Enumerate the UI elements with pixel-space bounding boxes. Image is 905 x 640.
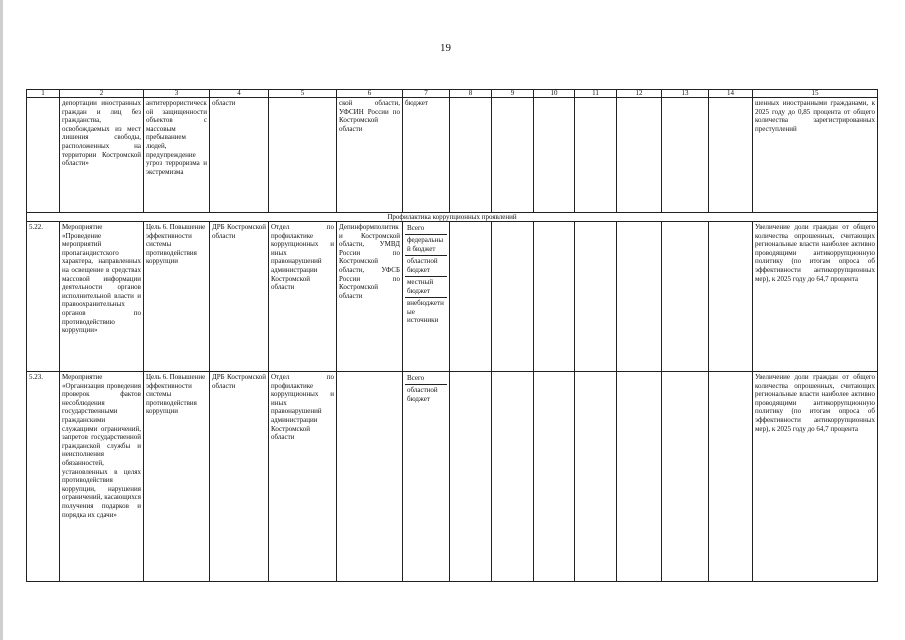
empty-cell: [662, 98, 709, 213]
column-number: 10: [534, 90, 575, 98]
section-row: [27, 213, 878, 222]
continued-row: [27, 98, 878, 213]
column-number: 8: [450, 90, 492, 98]
empty-cell: [617, 222, 662, 372]
goal-cell: Цель 6. Повышение эффективности системы противодействия коррупции: [144, 222, 210, 372]
column-number: 14: [709, 90, 753, 98]
column-number: 3: [144, 90, 210, 98]
empty-cell: [662, 222, 709, 372]
result-cell: Увеличение доли граждан от общего количества опрошенных, считающих региональные власти наиболее активно проводящими антикоррупционную политику (по итогам опроса об эффективности антикоррупционных мер), к 2025 году до 64,7 процента: [753, 372, 878, 582]
funding-regional: областной бюджет: [407, 386, 438, 403]
row-number: 5.23.: [27, 372, 60, 582]
funding-regional: областной бюджет: [405, 256, 447, 277]
section-title: Профилактика коррупционных проявлений: [27, 213, 878, 222]
empty-cell: [709, 372, 753, 582]
program-table: [26, 89, 878, 582]
goal-cell: антитеррористической защищенности объектов с массовым пребыванием людей, предупреждение угроз терроризма и экстремизма: [144, 98, 210, 213]
row-number: 5.22.: [27, 222, 60, 372]
executor-cell: Отдел по профилактике коррупционных и иных правонарушений администрации Костромской области: [269, 222, 337, 372]
table-row-5-22: [27, 222, 878, 372]
row-number: [27, 98, 60, 213]
funding-total: Всего: [405, 373, 447, 385]
empty-cell: [617, 98, 662, 213]
responsible-cell: области: [210, 98, 269, 213]
column-number: 1: [27, 90, 60, 98]
executor-cell: [269, 98, 337, 213]
goal-cell: Цель 6. Повышение эффективности системы противодействия коррупции: [144, 372, 210, 582]
funding-sources: [403, 222, 450, 372]
measure-cell: Мероприятие «Организация проведения проверок фактов несоблюдения государственными гражданскими служащими ограничений, запретов государственной гражданской службы и неисполнения обязанностей, установленных в целях противодействия коррупции, нарушения ограничений, касающихся получения подарков и порядка их сдачи»: [60, 372, 144, 582]
executor-cell: Отдел по профилактике коррупционных и иных правонарушений администрации Костромской области: [269, 372, 337, 582]
empty-cell: [534, 98, 575, 213]
empty-cell: [575, 98, 617, 213]
column-number: 13: [662, 90, 709, 98]
empty-cell: [534, 372, 575, 582]
page-number: 19: [440, 42, 451, 54]
result-cell: Увеличение доли граждан от общего количества опрошенных, считающих региональные власти наиболее активно проводящими антикоррупционную политику (по итогам опроса об эффективности антикоррупционных мер), к 2025 году до 64,7 процента: [753, 222, 878, 372]
column-number: 11: [575, 90, 617, 98]
column-number: 7: [403, 90, 450, 98]
column-number: 2: [60, 90, 144, 98]
funding-source-cell: бюджет: [403, 98, 450, 213]
coexecutor-cell: ской области, УФСИН России по Костромской области: [337, 98, 403, 213]
funding-federal: федеральный бюджет: [405, 235, 447, 256]
coexecutor-cell: [337, 372, 403, 582]
column-number: 12: [617, 90, 662, 98]
funding-local: местный бюджет: [405, 277, 447, 298]
empty-cell: [492, 372, 534, 582]
empty-cell: [617, 372, 662, 582]
empty-cell: [662, 372, 709, 582]
funding-total: Всего: [405, 223, 447, 235]
column-number: 5: [269, 90, 337, 98]
table-row-5-23: [27, 372, 878, 582]
result-cell: шенных иностранными гражданами, к 2025 году до 0,85 процента от общего количества зарегистрированных преступлений: [753, 98, 878, 213]
empty-cell: [492, 222, 534, 372]
column-number: 4: [210, 90, 269, 98]
empty-cell: [575, 372, 617, 582]
funding-extrabudget: внебюджетные источники: [407, 299, 444, 325]
responsible-cell: ДРБ Костромской области: [210, 372, 269, 582]
empty-cell: [450, 372, 492, 582]
empty-cell: [450, 222, 492, 372]
column-number: 9: [492, 90, 534, 98]
coexecutor-cell: Депинформполитики Костромской области, УМВД России по Костромской области, УФСБ России по Костромской области: [337, 222, 403, 372]
empty-cell: [709, 98, 753, 213]
scan-left-edge: [0, 0, 3, 640]
empty-cell: [492, 98, 534, 213]
empty-cell: [709, 222, 753, 372]
column-number: 15: [753, 90, 878, 98]
measure-cell: Мероприятие «Проведение мероприятий пропагандистского характера, направленных на освещение в средствах массовой информации деятельности органов исполнительной власти и правоохранительных органов по противодействию коррупции»: [60, 222, 144, 372]
measure-cell: депортации иностранных граждан и лиц без гражданства, освобождаемых из мест лишения свободы, расположенных на территории Костромской области»: [60, 98, 144, 213]
responsible-cell: ДРБ Костромской области: [210, 222, 269, 372]
empty-cell: [534, 222, 575, 372]
empty-cell: [450, 98, 492, 213]
column-number-row: [27, 90, 878, 98]
column-number: 6: [337, 90, 403, 98]
empty-cell: [575, 222, 617, 372]
funding-sources: [403, 372, 450, 582]
